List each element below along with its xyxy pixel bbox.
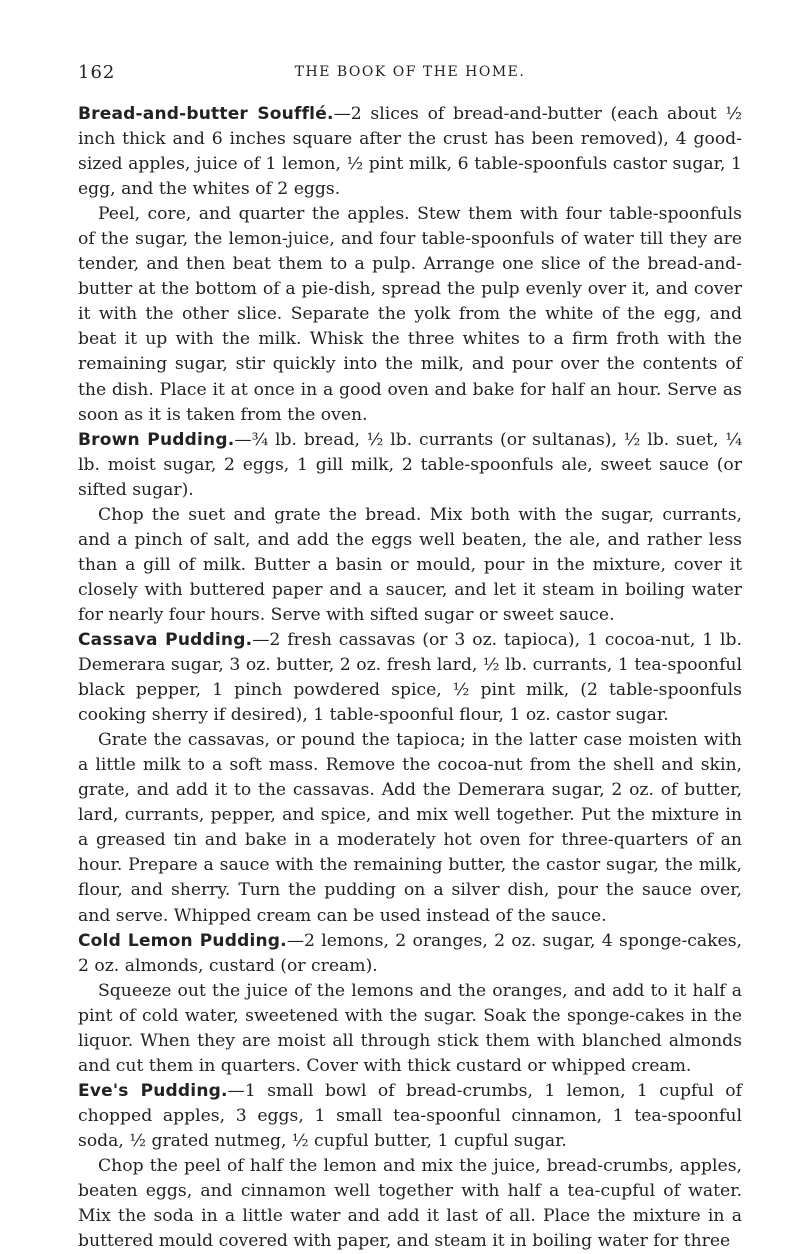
running-title: THE BOOK OF THE HOME.: [294, 64, 526, 80]
recipe-ingredients: [78, 102, 742, 202]
ingredients-text: —2 lemons, 2 oranges, 2 oz. sugar, 4 sponge-cakes, 2 oz. almonds, custard (or cream).: [78, 930, 743, 976]
ingredients-text: —2 slices of bread-and-butter (each about ½ inch thick and 6 inches square after the crust has been removed), 4 good-sized apples, juice of 1 lemon, ½ pint milk, 6 table-spoonfuls castor sugar, 1 egg, and the whites of 2 eggs.: [78, 104, 742, 200]
ingredients-text: —2 fresh cassavas (or 3 oz. tapioca), 1 cocoa-nut, 1 lb. Demerara sugar, 3 oz. butter, 2 oz. fresh lard, ½ lb. currants, 1 tea-spoonful black pepper, 1 pinch powdered spice, ½ pint milk, (2 table-spoonfuls cooking sherry if desired), 1 table-spoonful flour, 1 oz. castor sugar.: [78, 629, 742, 726]
recipe-method: Squeeze out the juice of the lemons and the oranges, and add to it half a pint of cold water, sweetened with the sugar. Soak the sponge-cakes in the liquor. When they are moist all through stick them with blanched almonds and cut them in quarters. Cover with thick custard or whipped cream.: [78, 980, 742, 1076]
recipe-brown-pudding: [78, 428, 742, 628]
page-body: [78, 102, 742, 1254]
recipe-cold-lemon-pudding: [78, 929, 742, 1079]
page-header: [78, 62, 742, 88]
book-page: [78, 62, 742, 1254]
recipe-ingredients: [78, 628, 742, 728]
recipe-ingredients: [78, 428, 742, 503]
recipe-method: Chop the suet and grate the bread. Mix both with the sugar, currants, and a pinch of salt, and add the eggs well beaten, the ale, and rather less than a gill of milk. Butter a basin or mould, pour in the mixture, cover it closely with buttered paper and a saucer, and let it steam in boiling water for nearly four hours. Serve with sifted sugar or sweet sauce.: [78, 504, 742, 625]
recipe-method: Grate the cassavas, or pound the tapioca; in the latter case moisten with a little milk to a soft mass. Remove the cocoa-nut from the shell and skin, grate, and add it to the cassavas. Add the Demerara sugar, 2 oz. of butter, lard, currants, pepper, and spice, and mix well together. Put the mixture in a greased tin and bake in a moderately hot oven for three-quarters of an hour. Prepare a sauce with the remaining butter, the castor sugar, the milk, flour, and sherry. Turn the pudding on a silver dish, pour the sauce over, and serve. Whipped cream can be used instead of the sauce.: [78, 730, 742, 926]
recipe-title: Brown Pudding.: [78, 429, 235, 450]
recipe-method: Chop the peel of half the lemon and mix the juice, bread-crumbs, apples, beaten eggs, and cinnamon well together with half a tea-cupful of water. Mix the soda in a little water and add it last of all. Place the mixture in a buttered mould covered with paper, and steam it in boiling water for three: [78, 1155, 742, 1252]
ingredients-text: —¾ lb. bread, ½ lb. currants (or sultanas), ½ lb. suet, ¼ lb. moist sugar, 2 eggs, 1 gill milk, 2 table-spoonfuls ale, sweet sauce (or sifted sugar).: [78, 429, 742, 500]
recipe-method: Peel, core, and quarter the apples. Stew them with four table-spoonfuls of the sugar, the lemon-juice, and four table-spoonfuls of water till they are tender, and then beat them to a pulp. Arrange one slice of the bread-and-butter at the bottom of a pie-dish, spread the pulp evenly over it, and cover it with the other slice. Separate the yolk from the white of the egg, and beat it up with the milk. Whisk the three whites to a firm froth with the remaining sugar, stir quickly into the milk, and pour over the contents of the dish. Place it at once in a good oven and bake for half an hour. Serve as soon as it is taken from the oven.: [78, 204, 742, 425]
recipe-bread-and-butter-souffle: [78, 102, 742, 428]
recipe-title: Eve's Pudding.: [78, 1080, 228, 1101]
recipe-cassava-pudding: [78, 628, 742, 929]
recipe-title: Bread-and-butter Soufflé.: [78, 104, 334, 124]
recipe-title: Cold Lemon Pudding.: [78, 930, 287, 951]
page-number: 162: [78, 62, 116, 83]
recipe-eves-pudding: [78, 1079, 742, 1254]
recipe-ingredients: [78, 1079, 742, 1154]
ingredients-text: —1 small bowl of bread-crumbs, 1 lemon, 1 cupful of chopped apples, 3 eggs, 1 small tea-spoonful cinnamon, 1 tea-spoonful soda, ½ grated nutmeg, ½ cupful butter, 1 cupful sugar.: [78, 1080, 742, 1151]
recipe-ingredients: [78, 929, 742, 979]
recipe-title: Cassava Pudding.: [78, 629, 253, 650]
